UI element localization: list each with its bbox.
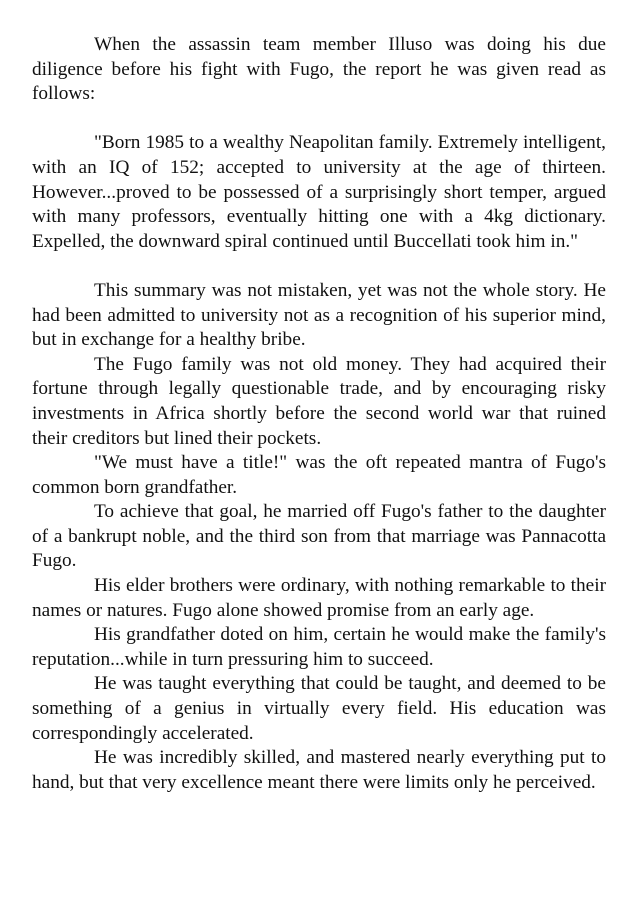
paragraph-1: When the assassin team member Illuso was doing his due diligence before his fight with Fugo, the report he was given read as follows: (32, 34, 606, 105)
paragraph-3: This summary was not mistaken, yet was not the whole story. He had been admitted to university not as a recognition of his superior mind, but in exchange for a healthy bribe. (32, 279, 606, 351)
paragraph-8: His grandfather doted on him, certain he would make the family's reputation...while in turn pressuring him to succeed. (32, 624, 606, 670)
paragraph-10: He was incredibly skilled, and mastered nearly everything put to hand, but that very excellence meant there were limits only he perceived. (32, 747, 606, 793)
paragraph-9: He was taught everything that could be taught, and deemed to be something of a genius in virtually every field. His education was correspondingly accelerated. (32, 673, 606, 744)
paragraph-4: The Fugo family was not old money. They had acquired their fortune through legally questionable trade, and by encouraging risky investments in Africa shortly before the second world war that ruined their creditors but lined their pockets. (32, 353, 606, 449)
paragraph-2: "Born 1985 to a wealthy Neapolitan family. Extremely intelligent, with an IQ of 152; accepted to university at the age of thirteen. However...proved to be possessed of a surprisingly short temper, argued with many professors, eventually hitting one with a 4kg dictionary. Expelled, the downward spiral continued until Buccellati took him in." (32, 132, 606, 252)
paragraph-6: To achieve that goal, he married off Fugo's father to the daughter of a bankrupt noble, and the third son from that marriage was Pannacotta Fugo. (32, 501, 606, 572)
paragraph-5: "We must have a title!" was the oft repeated mantra of Fugo's common born grandfather. (32, 452, 606, 498)
paragraph-7: His elder brothers were ordinary, with nothing remarkable to their names or natures. Fugo alone showed promise from an early age. (32, 575, 606, 621)
document-page (32, 33, 606, 795)
